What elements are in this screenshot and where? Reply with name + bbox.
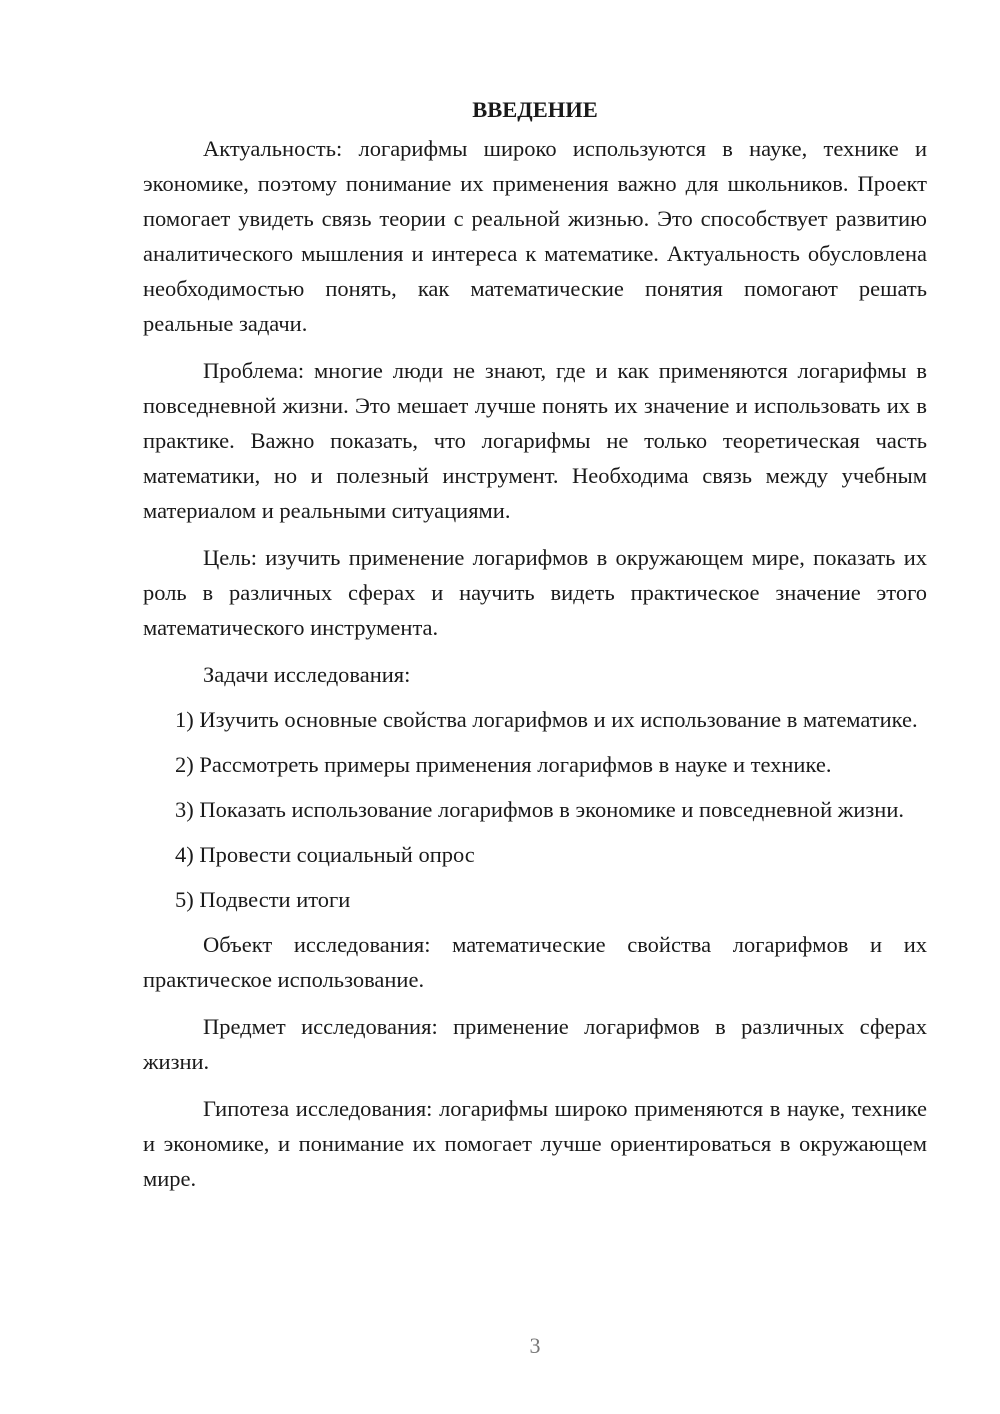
problem-paragraph: Проблема: многие люди не знают, где и как применяются логарифмы в повседневной жизни. Это мешает лучше понять их значение и использовать их в практике. Важно показать, что логарифмы не только теоретическая часть математики, но и полезный инструмент. Необходима связь между учебным материалом и реальными ситуациями. bbox=[143, 358, 927, 523]
page-title: ВВЕДЕНИЕ bbox=[472, 97, 598, 122]
page-content bbox=[143, 92, 927, 1208]
task-item-5: 5) Подвести итоги bbox=[175, 887, 351, 912]
relevance-paragraph: Актуальность: логарифмы широко используются в науке, технике и экономике, поэтому понимание их применения важно для школьников. Проект помогает увидеть связь теории с реальной жизнью. Это способствует развитию аналитического мышления и интереса к математике. Актуальность обусловлена необходимостью понять, как математические понятия помогают решать реальные задачи. bbox=[143, 136, 927, 336]
tasks-heading: Задачи исследования: bbox=[203, 662, 411, 687]
subject-paragraph: Предмет исследования: применение логарифмов в различных сферах жизни. bbox=[143, 1014, 927, 1074]
object-paragraph: Объект исследования: математические свойства логарифмов и их практическое использование. bbox=[143, 932, 927, 992]
task-item-3: 3) Показать использование логарифмов в экономике и повседневной жизни. bbox=[175, 797, 904, 822]
hypothesis-paragraph: Гипотеза исследования: логарифмы широко применяются в науке, технике и экономике, и понимание их помогает лучше ориентироваться в окружающем мире. bbox=[143, 1096, 927, 1191]
goal-paragraph: Цель: изучить применение логарифмов в окружающем мире, показать их роль в различных сферах и научить видеть практическое значение этого математического инструмента. bbox=[143, 545, 927, 640]
task-item-4: 4) Провести социальный опрос bbox=[175, 842, 475, 867]
page-number: 3 bbox=[529, 1333, 541, 1358]
task-item-1: 1) Изучить основные свойства логарифмов и их использование в математике. bbox=[175, 707, 918, 732]
tasks-list bbox=[143, 702, 927, 917]
task-item-2: 2) Рассмотреть примеры применения логарифмов в науке и технике. bbox=[175, 752, 832, 777]
